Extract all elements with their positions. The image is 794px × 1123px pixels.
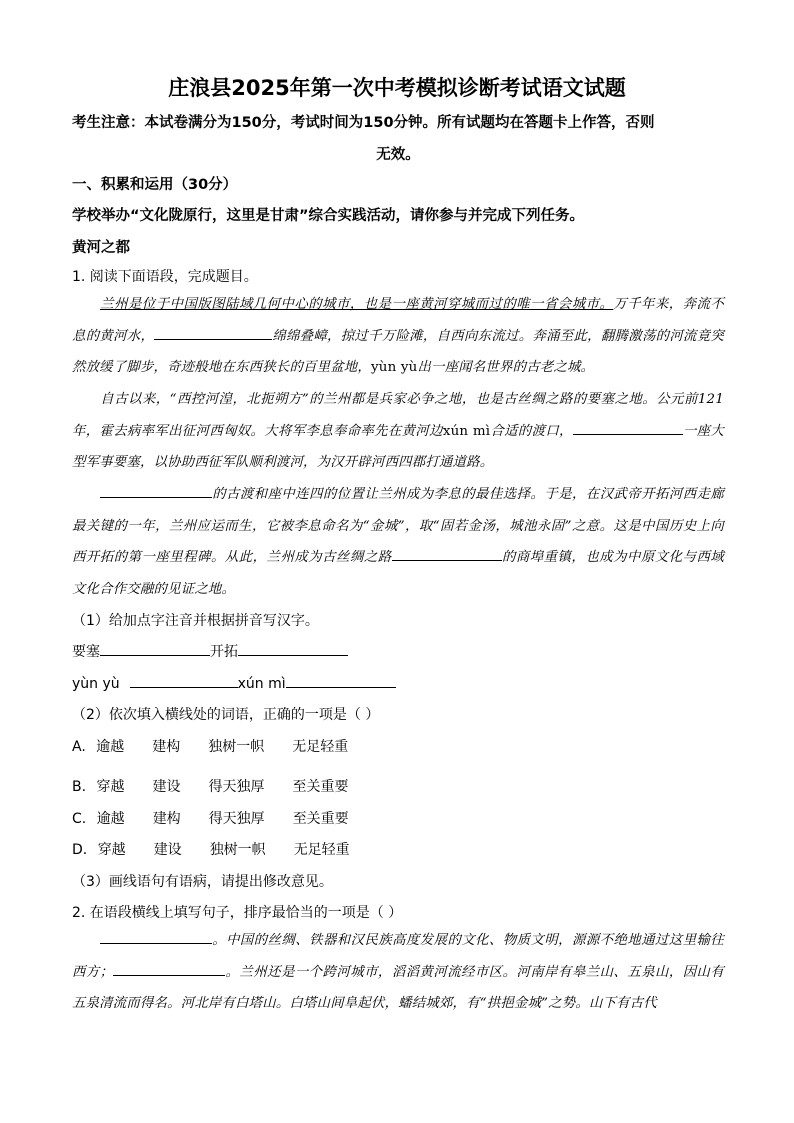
option-word: 得天独厚 [208, 779, 265, 795]
option-word: 至关重要 [292, 811, 349, 827]
option-word: 无足轻重 [292, 739, 349, 755]
option-label: D. [72, 842, 88, 858]
option-word: 建设 [153, 842, 182, 858]
passage-paragraph-2 [72, 384, 724, 479]
option-word: 得天独厚 [208, 811, 265, 827]
option-word: 建构 [152, 739, 181, 755]
option-label: B. [72, 779, 87, 795]
subheading: 黄河之都 [72, 240, 130, 256]
question-2-stem: 2. 在语段横线上填写句子，排序最恰当的一项是（ ） [72, 905, 403, 921]
option-label: C. [72, 811, 87, 827]
sub-question-3: （3）画线语句有语病，请提出修改意见。 [72, 874, 333, 890]
answer-blank[interactable] [392, 546, 502, 561]
section-heading: 一、积累和运用（30分） [72, 177, 238, 193]
option-a[interactable] [72, 736, 348, 756]
option-word: 独树一帜 [209, 842, 266, 858]
exam-title: 庄浪县2025年第一次中考模拟诊断考试语文试题 [168, 76, 626, 100]
answer-blank[interactable] [113, 961, 225, 976]
word-yaosai: 要塞 [72, 644, 100, 660]
question-1-stem: 1. 阅读下面语段，完成题目。 [72, 269, 258, 285]
notice-line-1: 考生注意：本试卷满分为150分，考试时间为150分钟。所有试题均在答题卡上作答，否则 [72, 115, 655, 131]
answer-blank[interactable] [154, 325, 272, 340]
option-word: 逾越 [96, 811, 125, 827]
p1-text-c: 出一座闻名世界的古老之城。 [417, 360, 595, 375]
answer-blank[interactable] [100, 641, 210, 656]
option-label: A. [72, 739, 86, 755]
p1-text-b: 绵绵叠嶂，掠过千万险滩，自西向东流过。奔涌至此，翻腾激荡的河流竟突然放缓了脚步，奇迹般地在东西狭长的百里盆地， [72, 328, 724, 375]
p3-text-b: 的商埠重镇，也成为中原文化与西域文化合作交融的见证之地。 [72, 550, 724, 597]
p2-text-a: 自古以来，“西控河湟，北扼朔方”的兰州都是兵家必争之地，也是古丝绸之路的要塞之地。公元前121年，霍去病率军出征河西匈奴。大将军李息奉命率先在黄河边 [72, 392, 724, 439]
underlined-sentence: 兰州是位于中国版图陆域几何中心的城市，也是一座黄河穿城而过的唯一省会城市。 [100, 297, 614, 312]
p1-text-a: 万千年来，奔流不息的黄河水， [72, 297, 724, 344]
fill-row-1 [72, 641, 724, 661]
exam-notice [72, 107, 724, 171]
notice-line-2: 无效。 [376, 147, 420, 163]
activity-intro: 学校举办“文化陇原行，这里是甘肃”综合实践活动，请你参与并完成下列任务。 [72, 208, 585, 224]
answer-blank[interactable] [100, 483, 212, 498]
option-word: 建构 [152, 811, 181, 827]
passage-q2 [72, 925, 724, 1020]
option-word: 穿越 [96, 779, 125, 795]
q2-text-a: 。中国的丝绸、铁器和汉民族高度发展的文化、物质文明，源源不绝地通过这里输往西方； [72, 933, 724, 980]
q2-text-b: 。兰州还是一个跨河城市，滔滔黄河流经市区。河南岸有皋兰山、五泉山，因山有五泉清流而得名。河北岸有白塔山。白塔山间阜起伏，蟠结城郊，有“拱挹金城”之势。山下有古代 [72, 964, 724, 1011]
p2-text-c: 一座大型军事要塞，以协助西征军队顺利渡河，为汉开辟河西四郡打通道路。 [72, 423, 725, 470]
pinyin-xunmi: xún mì [442, 423, 491, 439]
sub-question-1: （1）给加点字注音并根据拼音写汉字。 [72, 613, 319, 629]
option-word: 无足轻重 [293, 842, 350, 858]
answer-blank[interactable] [100, 929, 212, 944]
answer-blank[interactable] [286, 673, 396, 688]
p3-text-a: 的古渡和座中连四的位置让兰州成为李息的最佳选择。于是，在汉武帝开拓河西走廊最关键的一年，兰州应运而生，它被李息命名为“金城”，取“固若金汤，城池永固”之意。这是中国历史上向西开拓的第一座里程碑。从此，兰州成为古丝绸之路 [72, 487, 724, 565]
answer-blank[interactable] [573, 420, 683, 435]
pinyin-label-1: yùn yù [72, 676, 120, 692]
pinyin-yunyu: yùn yù [371, 360, 418, 375]
sub-question-2: （2）依次填入横线处的词语，正确的一项是（ ） [72, 707, 380, 723]
option-word: 独树一帜 [208, 739, 265, 755]
option-b[interactable] [72, 776, 349, 796]
passage-paragraph-3 [72, 479, 724, 605]
pinyin-label-2: xún mì [237, 676, 286, 692]
p2-text-b: 合适的渡口， [490, 423, 573, 439]
option-c[interactable] [72, 808, 349, 828]
option-word: 逾越 [96, 739, 125, 755]
option-d[interactable] [72, 839, 350, 859]
word-kaituo: 开拓 [210, 644, 238, 660]
answer-blank[interactable] [130, 673, 238, 688]
option-word: 穿越 [97, 842, 126, 858]
passage-paragraph-1 [72, 289, 724, 384]
option-word: 建设 [152, 779, 181, 795]
answer-blank[interactable] [238, 641, 348, 656]
fill-row-2 [72, 673, 724, 692]
option-word: 至关重要 [292, 779, 349, 795]
